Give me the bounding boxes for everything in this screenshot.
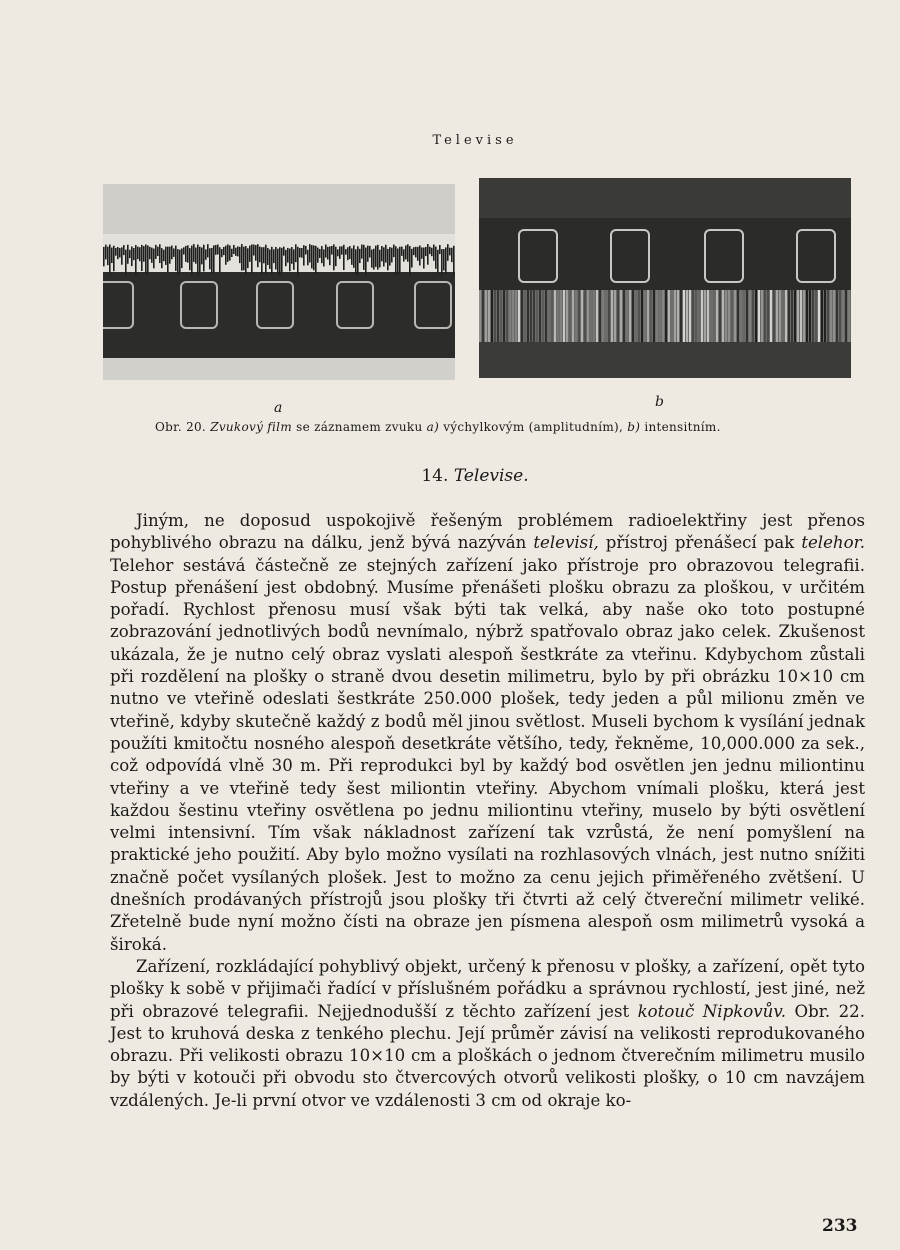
caption-prefix: Obr. 20. — [155, 420, 207, 434]
paragraph — [110, 956, 865, 1112]
paragraph — [110, 510, 865, 956]
caption-marker-a: a) — [426, 420, 440, 434]
film-strip-amplitude-image — [103, 184, 455, 380]
film-strip-intensity-image — [479, 178, 851, 378]
italic-term: televisí, — [533, 533, 599, 553]
paragraph-text: Telehor sestává částečně ze stejných zařízení jako přístroje pro obrazovou telegrafii. Postup přenášení jest obdobný. Musíme přenášeti plošku obrazu za ploškou, v určitém pořadí. Rychlost přenosu musí však býti tak velká, aby naše oko toto postupné zobrazování jednotlivých bodů nevnímalo, nýbrž spatřovalo obraz jako celek. Zkušenost ukázala, že je nutno celý obraz vyslati alespoň šestkráte za vteřinu. Kdybychom zůstali při rozdělení na plošky o straně dvou desetin milimetru, bylo by při obrázku 10×10 cm nutno ve vteřině odeslati šestkráte 250.000 plošek, tedy jeden a půl milionu změn ve vteřině, kdyby skutečně každý z bodů měl jinou světlost. Museli bychom k vysílání jednak použíti kmitočtu nosného alespoň desetkráte většího, tedy, řekněme, 10,000.000 za sek., což odpovídá vlně 30 m. Při reprodukci byl by každý bod osvětlen jen jednu miliontinu vteřiny a ve vteřině tedy šest miliontin vteřiny. Abychom vnímali plošku, která jest každou šestinu vteřiny osvětlena po jednu miliontinu vteřiny, muselo by býti osvětlení velmi intensivní. Tím však nákladnost zařízení tak vzrůstá, že není pomyšlení na praktické jeho použití. Aby bylo možno vysílati na rozhlasových vlnách, jest nutno snížiti značně počet vysílaných plošek. Jest to možno za cenu jejich přiměřeného zvětšení. U dnešních prodávaných přístrojů jsou plošky tři čtvrti až celý čtvereční milimetr veliké. Zřetelně bude nyní možno čísti na obraze jen písmena alespoň osm milimetrů vysoká a široká. — [110, 555, 865, 954]
caption-marker-b: b) — [627, 420, 641, 434]
section-heading — [0, 466, 900, 486]
section-title: Televise. — [453, 466, 529, 486]
caption-text-3: intensitním. — [644, 420, 721, 434]
italic-term: telehor. — [801, 533, 865, 553]
paragraph-text: přístroj přenášecí pak — [598, 533, 802, 553]
film-photo-amplitude — [103, 184, 455, 380]
figure-label-a: a — [274, 400, 283, 416]
section-number: 14. — [421, 466, 449, 486]
caption-text-2: výchylkovým (amplitudním), — [443, 420, 624, 434]
page-number: 233 — [822, 1216, 858, 1236]
caption-italic-term: Zvukový film — [210, 420, 292, 434]
paragraph-text: Jiným, ne doposud uspokojivě řešeným problémem radioelektřiny jest přenos pohyblivého obrazu na dálku, jenž bývá nazýván — [110, 511, 865, 553]
body-text — [110, 510, 865, 1112]
figure-label-b: b — [655, 394, 664, 410]
italic-term: kotouč Nipkovův. — [637, 1001, 787, 1021]
paragraph-text: Zařízení, rozkládající pohyblivý objekt, určený k přenosu v plošky, a zařízení, opět tyto plošky k sobě v přijimači řadící v příslušném pořádku a správnou rychlostí, jest jiné, než při obrazové telegrafii. Nejjednodušší z těchto zařízení jest — [110, 956, 865, 1021]
caption-text-1: se záznamem zvuku — [296, 420, 423, 434]
running-head: Televise — [432, 133, 518, 148]
figure-caption — [155, 420, 815, 434]
paragraph-text: Obr. 22. Jest to kruhová deska z tenkého plechu. Její průměr závisí na velikosti reprodukovaného obrazu. Při velikosti obrazu 10×10 cm a ploškách o jednom čtverečním milimetru musilo by býti v kotouči při obvodu sto čtvercových otvorů velikosti plošky, o 10 cm navzájem vzdálených. Je-li první otvor ve vzdálenosti 3 cm od okraje ko- — [110, 1001, 865, 1110]
film-photo-intensity — [479, 178, 851, 378]
